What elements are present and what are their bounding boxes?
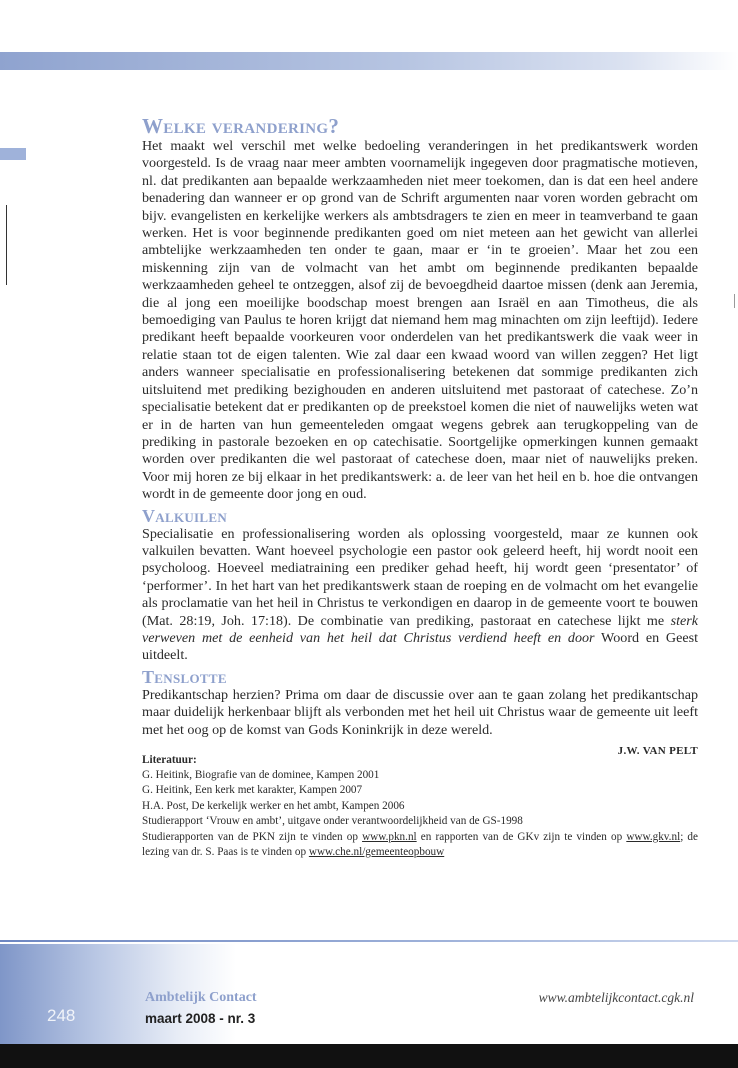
section-heading-valkuilen: Valkuilen	[142, 505, 228, 526]
section-heading-welke-verandering: Welke verandering?	[142, 114, 340, 138]
edge-mark	[734, 294, 738, 308]
links-text-1: Studierapporten van de PKN zijn te vinden op	[142, 830, 363, 843]
side-color-mark	[0, 148, 26, 160]
section-heading-tenslotte: Tenslotte	[142, 666, 227, 687]
literature-title: Literatuur:	[142, 754, 197, 766]
scan-edge	[0, 1044, 738, 1068]
literature-item: Studierapport ‘Vrouw en ambt’, uitgave onder verantwoordelijkheid van de GS-1998	[142, 815, 523, 828]
paragraph-valkuilen-emphasis: sterk verweven met de eenheid van het heil dat Christus verdiend heeft en door	[142, 612, 698, 646]
article-body	[142, 114, 698, 860]
paragraph-welke-verandering: Het maakt wel verschil met welke bedoeling veranderingen in het predikantswerk worden voorgesteld. Is de vraag naar meer ambten voornamelijk ingegeven door pragmatische motieven, nl. dat predikanten aan bepaalde werkzaamheden niet meer toekomen, dan is dat een heel andere benadering dan wanneer er op grond van de Schrift argumenten naar voren worden gebracht om bijv. evangelisten en kerkelijke werkers als ambtsdragers te zien en meer in teamverband te gaan werken. Het is voor beginnende predikanten goed om niet meteen aan het gewicht van allerlei ambtelijke werkzaamheden ten onder te gaan, maar er ‘in te groeien’. Maar het zou een miskenning zijn van de volmacht van het ambt om beginnende predikanten bepaalde werkzaamheden geheel te ontzeggen, alsof zij de bevoegdheid daartoe missen (denk aan Jeremia, die al jong een moeilijke boodschap moest brengen aan Israël en aan Timotheus, die als bemoediging van Paulus te horen krijgt dat niemand hem mag minachten om zijn leeftijd). Iedere predikant heeft bepaalde voorkeuren voor onderdelen van het predikantswerk die vaak weer in relatie staan tot de eigen talenten. Wie zal daar een kwaad woord van willen zeggen? Het ligt anders wanneer specialisatie en professionalisering betekenen dat sommige predikanten zich uitsluitend met prediking bezighouden en anderen uitsluitend met pastoraat of catechese. Zo’n specialisatie betekent dat er predikanten op de preekstoel komen die niet of nauwelijks weten wat er in de harten van hun gemeenteleden omgaat wegens gebrek aan terugkoppeling van de prediking in pastorale bezoeken en op catechisatie. Soortgelijke opmerkingen kunnen gemaakt worden over predikanten die wel pastoraat of catechese doen, maar niet of nauwelijks preken. Voor mij horen ze bij elkaar in het predikantswerk: a. de leer van het heil en b. hoe die ontvangen wordt in de gemeente door jong en oud.	[142, 138, 698, 503]
top-decorative-band	[0, 52, 738, 70]
pkn-link[interactable]: www.pkn.nl	[362, 830, 417, 843]
issue-label: maart 2008 - nr. 3	[145, 1011, 256, 1026]
links-text-3: ; de lezing van dr. S. Paas is te vinden op	[142, 830, 698, 859]
author-name: J.W. VAN PELT	[617, 745, 698, 757]
paragraph-valkuilen-tail: Woord en Geest uitdeelt.	[142, 629, 698, 664]
paragraph-valkuilen-text: Specialisatie en professionalisering worden als oplossing voorgesteld, maar ze kunnen ook valkuilen bevatten. Want hoeveel psychologie een pastor ook geleerd heeft, hij wordt nooit een psycholoog. Hoeveel mediatraining een prediker gehad heeft, hij wordt geen ‘presentator’ of ‘performer’. In het hart van het predikantswerk staan de roeping en de volmacht om het evangelie als proclamatie van het heil in Christus te verkondigen en daarop in de gemeente voort te bouwen (Mat. 28:19, Joh. 17:18). De combinatie van prediking, pastoraat en catechese lijkt me	[142, 525, 698, 629]
side-vertical-rule	[6, 205, 7, 285]
footer-rule	[0, 940, 738, 942]
page-number: 248	[47, 1006, 76, 1025]
paragraph-tenslotte: Predikantschap herzien? Prima om daar de discussie over aan te gaan zolang het predikantschap maar duidelijk herkenbaar blijft als verbonden met het heil uit Christus waar de gemeente uit leeft met het oog op de komst van Gods Koninkrijk in deze wereld.	[142, 686, 698, 738]
links-text-2: en rapporten van de GKv zijn te vinden op	[416, 830, 627, 843]
literature-item: G. Heitink, Een kerk met karakter, Kampen 2007	[142, 784, 363, 797]
literature-list	[142, 768, 698, 860]
che-link[interactable]: www.che.nl/gemeenteopbouw	[308, 846, 445, 859]
website-url: www.ambtelijkcontact.cgk.nl	[538, 990, 694, 1005]
literature-links-item	[142, 830, 698, 861]
literature-item: H.A. Post, De kerkelijk werker en het ambt, Kampen 2006	[142, 799, 405, 812]
paragraph-valkuilen	[142, 526, 698, 665]
gkv-link[interactable]: www.gkv.nl	[626, 830, 681, 843]
journal-title: Ambtelijk Contact	[145, 990, 257, 1005]
literature-item: G. Heitink, Biografie van de dominee, Kampen 2001	[142, 769, 380, 781]
